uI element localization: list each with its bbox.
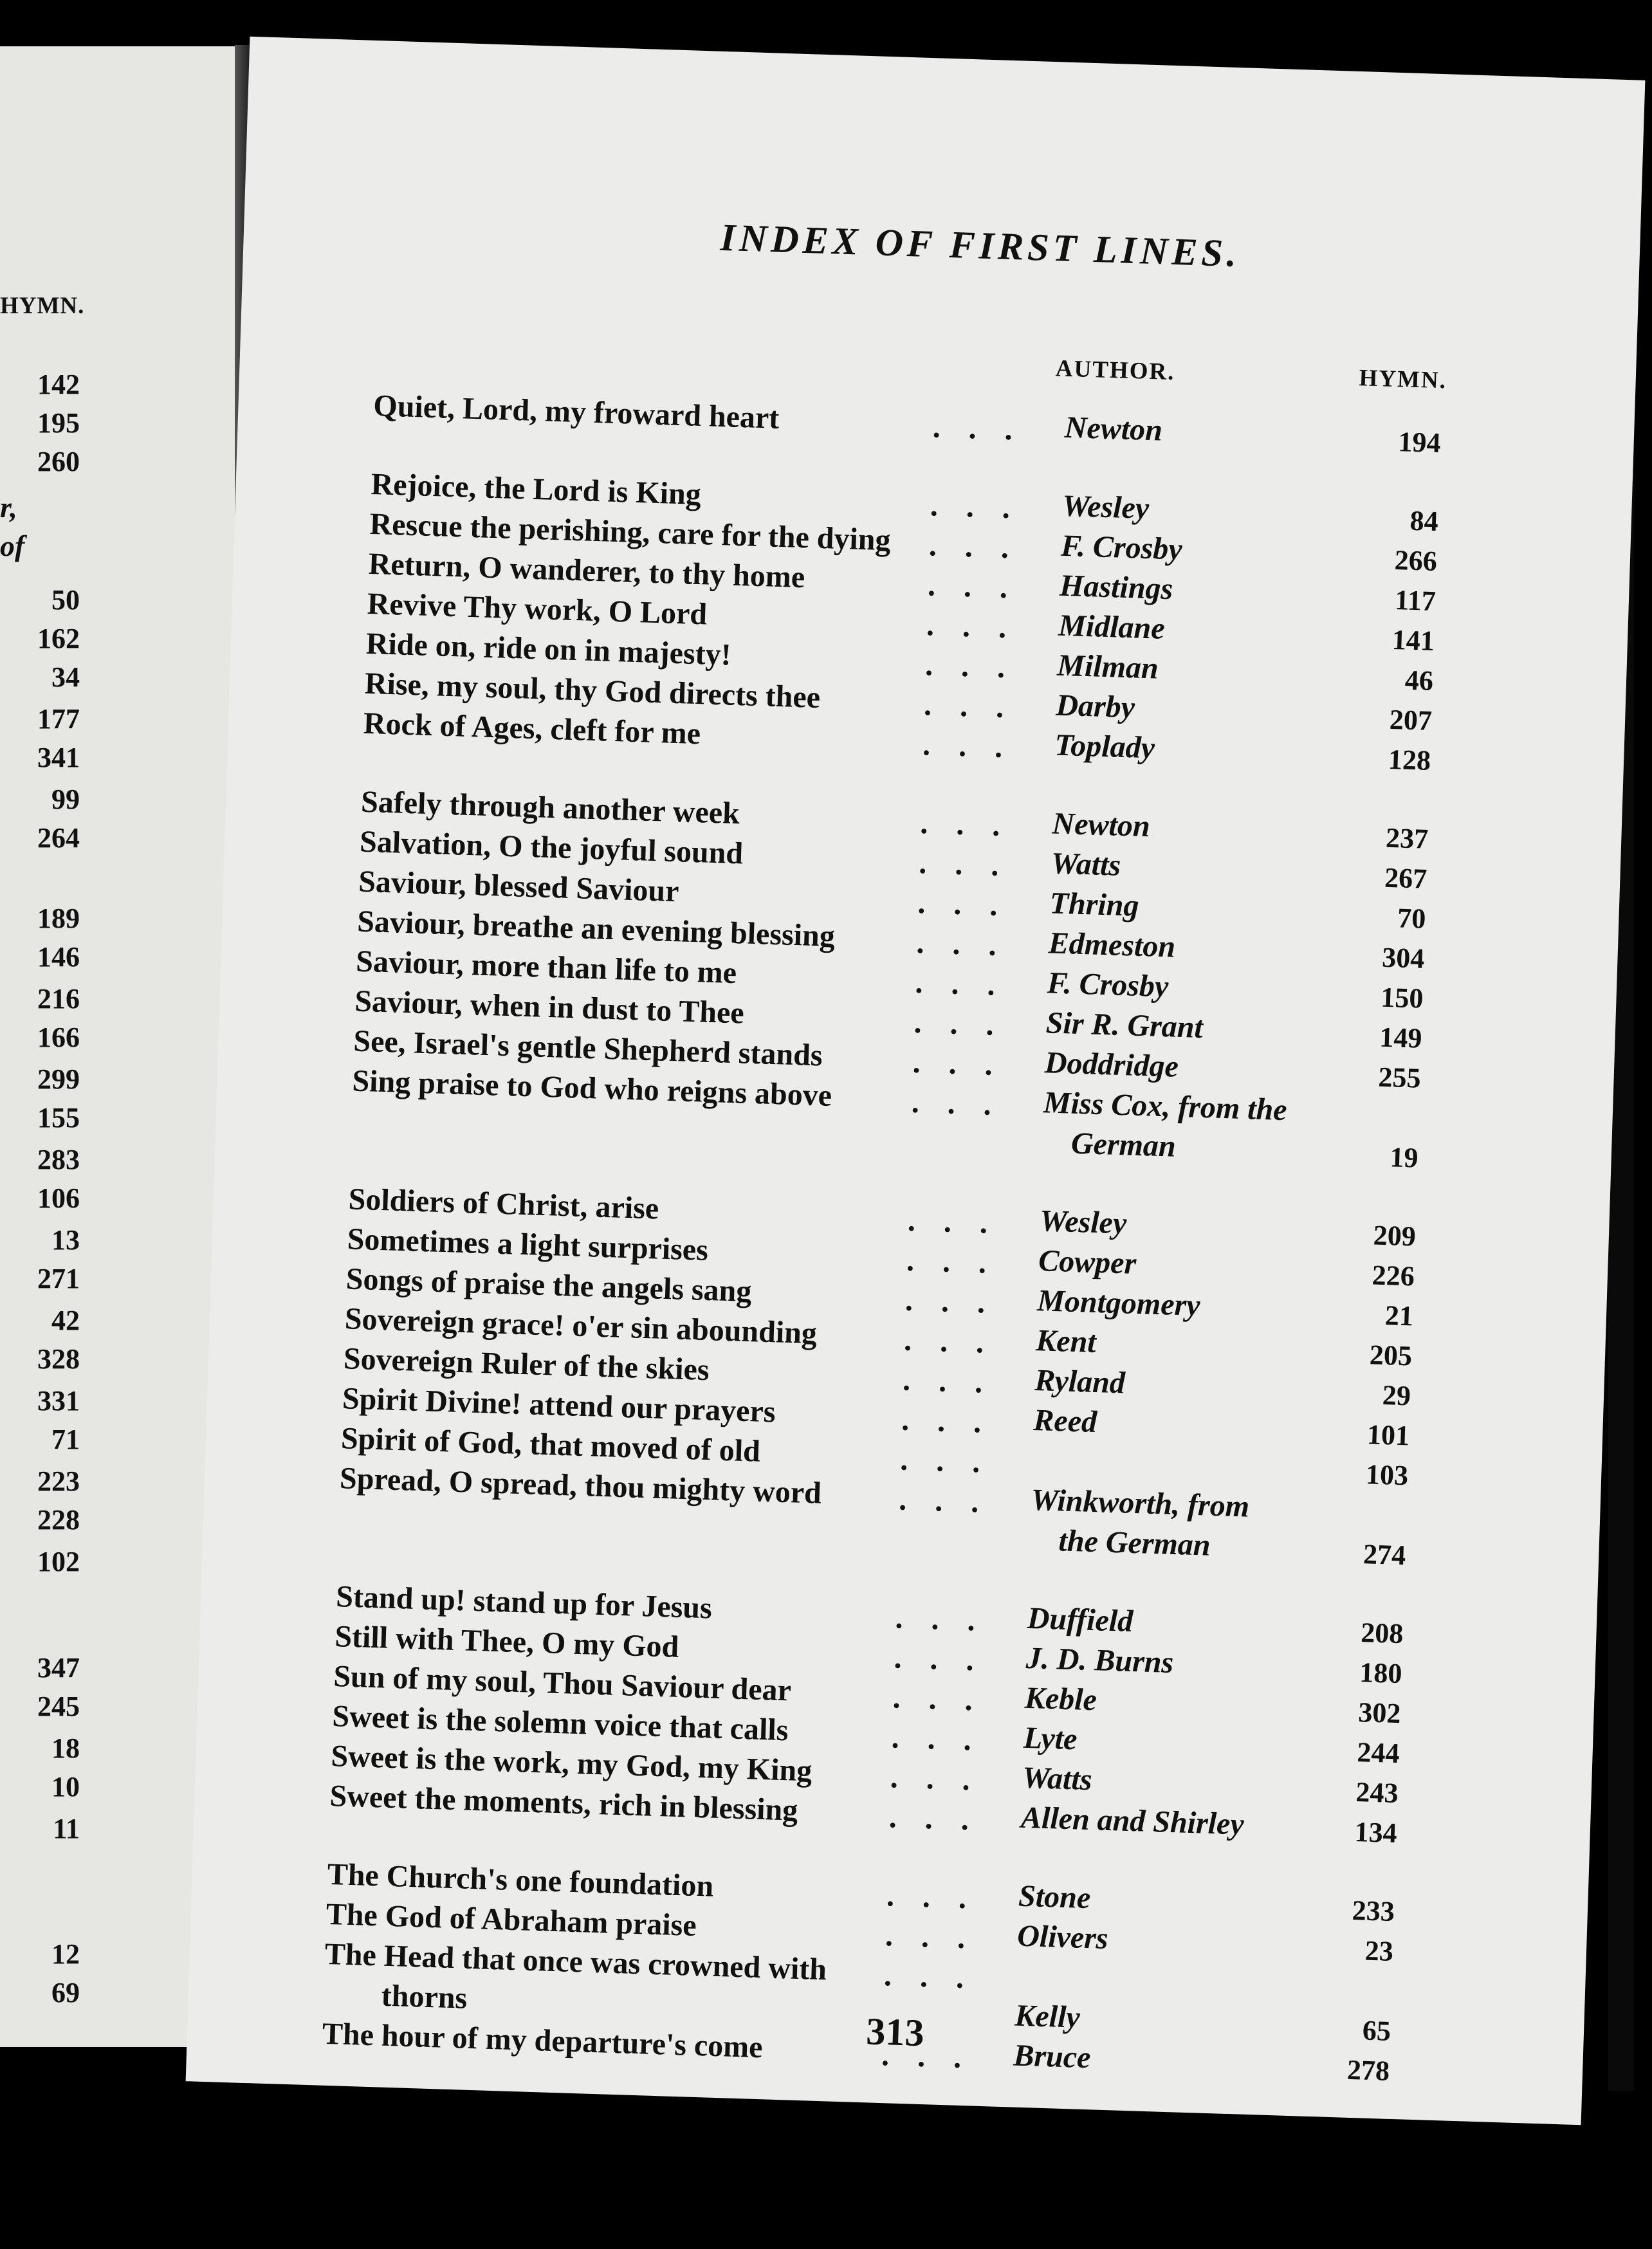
first-line-text: Return, O wanderer, to thy home [367,546,805,595]
hymn-number: 226 [1372,1259,1415,1292]
dot-leader: ... [883,1958,993,1996]
hymn-number: 21 [1384,1299,1414,1332]
hymn-number: 84 [1409,504,1439,538]
first-line-text: The hour of my departure's come [322,2016,764,2065]
left-page-hymn-number: 341 [37,742,80,773]
left-page-hymn-number: 264 [37,822,80,854]
left-page-hymn-number: 12 [51,1938,80,1970]
author-name: Stone [1018,1878,1092,1916]
page-title: INDEX OF FIRST LINES. [719,216,1241,275]
first-line-text: Ride on, ride on in majesty! [365,626,732,672]
first-line-text: See, Israel's gentle Shepherd stands [353,1024,823,1073]
hymn-number: 128 [1388,743,1431,776]
dot-leader: ... [919,806,1029,844]
left-page-hymn-number: 223 [37,1465,80,1497]
left-page-hymn-number: 245 [37,1691,80,1722]
left-page-hymn-number: 260 [37,446,80,477]
hymn-column-header: HYMN. [1359,365,1447,394]
author-name: F. Crosby [1047,966,1170,1004]
author-name: Kent [1035,1323,1097,1360]
dot-leader: ... [881,2038,991,2076]
left-page-hymn-number: 299 [37,1063,80,1095]
first-line-text: Rescue the perishing, care for the dying [369,506,892,558]
author-name: Toplady [1054,728,1155,766]
first-line-text: Saviour, when in dust to Thee [354,984,745,1031]
dot-leader: ... [932,410,1042,448]
left-page-hymn-number: 195 [37,407,80,439]
author-name: F. Crosby [1060,528,1183,567]
author-name-continuation: German [1070,1126,1177,1164]
author-name: Kelly [1014,1998,1081,2035]
first-line-text: The Head that once was crowned with [324,1936,827,1987]
author-name: Cowper [1038,1244,1137,1281]
author-name: Keble [1024,1680,1097,1718]
dot-leader: ... [894,1601,1004,1639]
first-line-text: Rejoice, the Lord is King [370,466,702,512]
dot-leader: ... [893,1640,1003,1678]
dot-leader: ... [918,846,1028,884]
hymn-number: 134 [1354,1816,1398,1850]
author-column-header: AUTHOR. [1055,355,1176,386]
dot-leader: ... [892,1680,1002,1718]
author-name: Duffield [1027,1601,1134,1639]
author-name: J. D. Burns [1025,1640,1175,1680]
author-name: Wesley [1039,1204,1128,1241]
first-line-text: Sweet is the work, my God, my King [330,1738,813,1788]
hymn-number: 29 [1382,1379,1411,1412]
hymn-number: 19 [1389,1141,1419,1174]
dot-leader: ... [890,1760,999,1798]
hymn-number: 70 [1397,902,1427,935]
first-line-text: Saviour, blessed Saviour [358,864,680,909]
hymn-number: 141 [1391,623,1435,657]
first-line-text: Spirit of God, that moved of old [340,1421,761,1469]
hymn-number: 233 [1352,1894,1395,1928]
hymn-number: 278 [1346,2053,1390,2087]
first-line-text: Saviour, breathe an evening blessing [356,904,836,953]
dot-leader: ... [899,1442,1009,1480]
dot-leader: ... [904,1283,1014,1321]
hymn-number: 150 [1380,981,1424,1014]
hymn-number: 208 [1360,1617,1404,1650]
dot-leader: ... [902,1363,1012,1400]
dot-leader: ... [917,885,1027,924]
first-line-text: Spread, O spread, thou mighty word [339,1461,822,1510]
left-page-hymn-number: 155 [37,1102,80,1134]
first-line-text: Spirit Divine! attend our prayers [342,1381,776,1429]
hymn-number: 243 [1355,1776,1399,1810]
left-page-hymn-number: 99 [51,784,80,815]
left-page-hymn-number: 228 [37,1504,80,1536]
left-page-hymn-number: 328 [37,1343,80,1375]
author-name: Miss Cox, from the [1043,1085,1288,1128]
left-page-hymn-number: 11 [53,1813,80,1844]
dot-leader: ... [928,528,1038,566]
left-page-hymn-number: 189 [37,903,80,934]
author-name: Darby [1055,688,1135,725]
dot-leader: ... [911,1085,1020,1123]
dot-leader: ... [915,925,1025,964]
first-line-text: The God of Abraham praise [326,1896,697,1943]
first-line-text: Revive Thy work, O Lord [367,586,708,632]
author-name: Hastings [1059,568,1174,607]
first-line-text: Sweet the moments, rich in blessing [329,1778,799,1828]
author-name: Reed [1032,1403,1097,1440]
first-line-text: Sweet is the solemn voice that calls [331,1699,789,1748]
hymn-number: 244 [1356,1736,1400,1770]
left-page-hymn-number: 331 [37,1385,80,1417]
dot-leader: ... [891,1720,1000,1758]
left-page-hymn-number: 106 [37,1182,80,1214]
first-line-text: Sing praise to God who reigns above [351,1063,832,1113]
first-line-text: Songs of praise the angels sang [345,1262,753,1309]
dot-leader: ... [926,608,1036,646]
left-page-hymn-number: 162 [37,623,80,654]
dot-leader: ... [898,1482,1008,1520]
first-line-text: Stand up! stand up for Jesus [335,1579,713,1626]
first-line-text: Safely through another week [360,784,740,831]
hymn-number: 274 [1363,1538,1406,1572]
first-line-text: Sun of my soul, Thou Saviour dear [333,1659,792,1708]
author-name: Winkworth, from [1030,1482,1250,1524]
index-entry [238,383,1635,467]
author-name-continuation: the German [1058,1523,1211,1563]
author-name: Wesley [1061,488,1150,526]
hymn-number: 209 [1373,1219,1417,1253]
first-line-text: Sovereign Ruler of the skies [343,1341,710,1388]
first-line-text: Still with Thee, O my God [334,1619,680,1664]
author-name: Edmeston [1047,926,1176,964]
dot-leader: ... [927,568,1036,606]
left-page-hymn-number: 71 [51,1424,80,1455]
left-page-hymn-number: 347 [37,1652,80,1684]
hymn-number: 207 [1389,703,1433,737]
first-line-text: Rock of Ages, cleft for me [363,706,701,751]
dot-leader: ... [913,1005,1023,1043]
first-line-text: Saviour, more than life to me [355,944,737,991]
hymn-number: 266 [1394,544,1438,578]
author-name: Newton [1051,806,1151,844]
left-page-hymn-number: 50 [51,584,80,616]
index-page [186,37,1646,2125]
author-name: Watts [1022,1760,1093,1797]
left-page-hymn-number: 42 [51,1305,80,1336]
hymn-number: 103 [1365,1458,1409,1492]
dot-leader: ... [901,1402,1011,1440]
author-name: Montgomery [1036,1283,1201,1323]
left-page-hymn-number: 283 [37,1144,80,1175]
left-page-hymn-number: 18 [51,1732,80,1764]
left-page-hymn-number: 102 [37,1546,80,1577]
author-name: Ryland [1034,1363,1126,1400]
left-page-hymn-number: 216 [37,983,80,1014]
hymn-number: 267 [1384,861,1428,895]
hymn-number: 149 [1379,1021,1423,1054]
left-page-hymn-number: 34 [51,661,80,693]
left-page-hymn-number: 69 [51,1977,80,2008]
left-page-hymn-number: 142 [37,369,80,400]
first-line-text: Soldiers of Christ, arise [347,1182,660,1226]
hymn-number: 23 [1364,1934,1394,1967]
dot-leader: ... [923,688,1033,726]
dot-leader: ... [886,1878,995,1916]
dot-leader: ... [922,728,1032,766]
hymn-number: 237 [1385,822,1429,855]
hymn-number: 180 [1359,1657,1403,1690]
left-page-hymn-number: 146 [37,941,80,973]
left-page-header: HYMN. [0,293,85,319]
author-name: Thring [1049,886,1140,923]
left-page-fragment: of [0,529,25,562]
hymn-number: 255 [1377,1061,1422,1094]
dot-leader: ... [906,1243,1015,1281]
dot-leader: ... [903,1323,1013,1361]
first-line-text: Rise, my soul, thy God directs thee [364,666,821,715]
author-name: Doddridge [1044,1045,1179,1084]
left-page-fragment: r, [0,491,17,524]
left-page-hymn-number: 177 [37,703,80,735]
dot-leader: ... [907,1203,1016,1241]
author-name: Lyte [1023,1720,1078,1757]
author-name: Newton [1064,410,1163,448]
left-page-hymn-number: 10 [51,1771,80,1803]
author-name: Watts [1050,846,1121,883]
hymn-number: 101 [1366,1418,1410,1452]
left-page-hymn-number: 166 [37,1022,80,1053]
author-name: Bruce [1013,2038,1092,2075]
first-line-text: The Church's one foundation [326,1857,714,1904]
first-line-text: Sovereign grace! o'er sin abounding [344,1301,818,1351]
author-name: Milman [1056,648,1159,686]
hymn-number: 304 [1381,941,1426,975]
hymn-number: 205 [1369,1339,1413,1372]
hymn-number: 117 [1394,584,1436,618]
hymn-number: 46 [1404,664,1434,697]
first-line-text: Salvation, O the joyful sound [359,824,744,871]
dot-leader: ... [912,1045,1022,1083]
dot-leader: ... [888,1800,998,1838]
dot-leader: ... [885,1918,994,1956]
left-page-hymn-number: 271 [37,1263,80,1294]
author-name: Allen and Shirley [1020,1800,1245,1842]
author-name: Sir R. Grant [1045,1005,1204,1045]
hymn-number: 302 [1357,1696,1402,1730]
hymn-number: 65 [1362,2014,1391,2047]
dot-leader: ... [930,488,1039,526]
page-number: 313 [865,2010,925,2055]
dot-leader: ... [914,965,1024,1004]
hymn-number: 194 [1397,426,1442,459]
first-line-text: Quiet, Lord, my froward heart [372,389,780,436]
first-line-text: Sometimes a light surprises [347,1222,709,1267]
left-page-hymn-number: 13 [51,1224,80,1256]
dot-leader: ... [924,648,1034,686]
author-name: Olivers [1016,1918,1109,1956]
author-name: Midlane [1058,608,1166,646]
first-line-continuation: thorns [381,1978,468,2015]
